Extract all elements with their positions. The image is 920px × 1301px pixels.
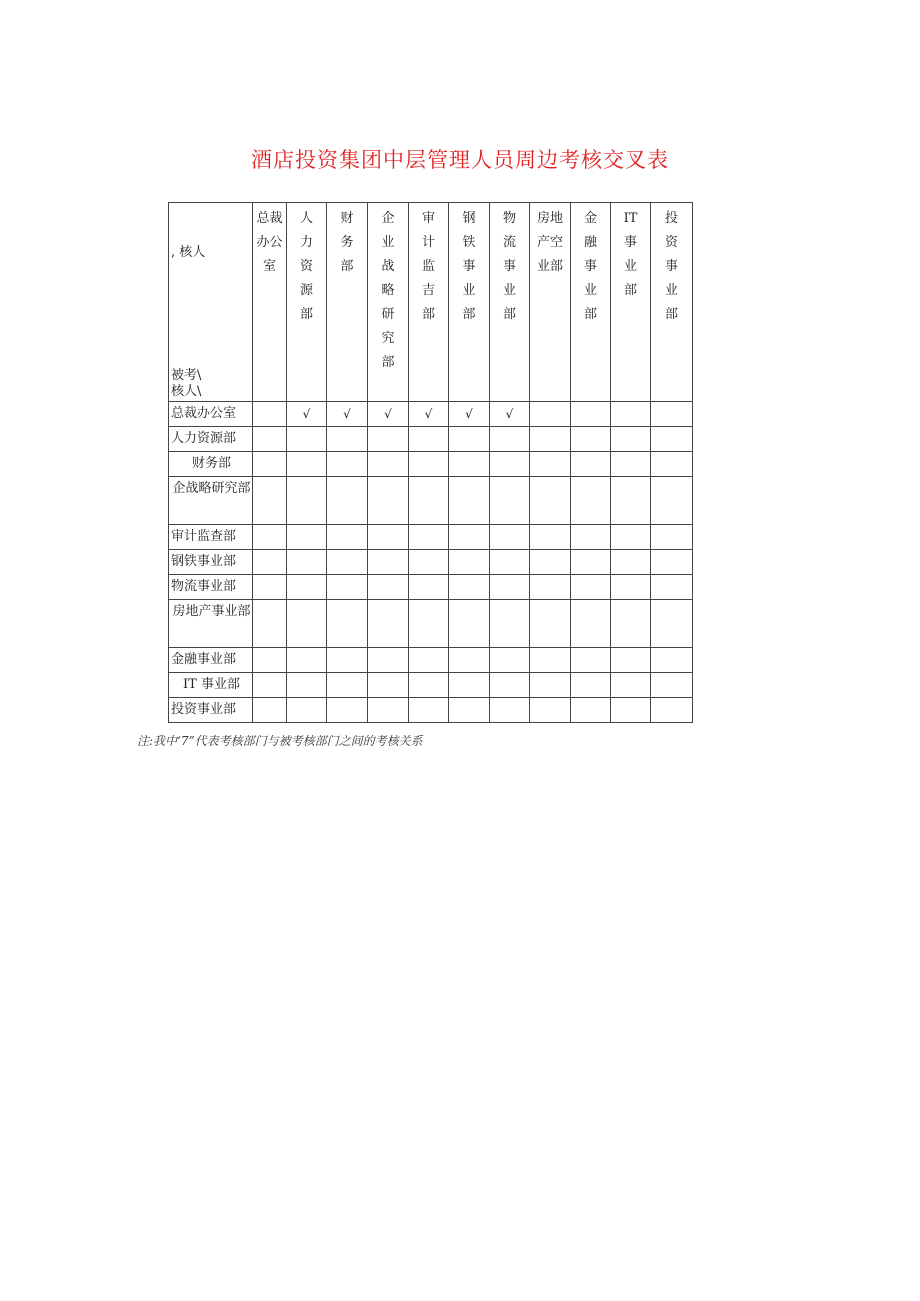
empty-cell xyxy=(287,427,327,452)
check-mark-cell: √ xyxy=(368,402,409,427)
empty-cell xyxy=(368,673,409,698)
empty-cell xyxy=(368,452,409,477)
empty-cell xyxy=(611,402,651,427)
empty-cell xyxy=(327,525,368,550)
empty-cell xyxy=(449,600,490,648)
empty-cell xyxy=(327,600,368,648)
row-header: 金融事业部 xyxy=(169,648,253,673)
empty-cell xyxy=(253,575,287,600)
empty-cell xyxy=(651,550,693,575)
empty-cell xyxy=(327,673,368,698)
empty-cell xyxy=(287,648,327,673)
empty-cell xyxy=(327,477,368,525)
empty-cell xyxy=(490,427,530,452)
empty-cell xyxy=(611,452,651,477)
empty-cell xyxy=(611,575,651,600)
empty-cell xyxy=(571,698,611,723)
page-title: 酒店投资集团中层管理人员周边考核交叉表 xyxy=(251,148,669,172)
empty-cell xyxy=(651,600,693,648)
empty-cell xyxy=(449,477,490,525)
empty-cell xyxy=(530,673,571,698)
empty-cell xyxy=(651,575,693,600)
empty-cell xyxy=(253,477,287,525)
empty-cell xyxy=(571,648,611,673)
cross-evaluation-table xyxy=(168,202,693,723)
empty-cell xyxy=(651,402,693,427)
empty-cell xyxy=(651,648,693,673)
empty-cell xyxy=(651,477,693,525)
empty-cell xyxy=(449,673,490,698)
empty-cell xyxy=(530,427,571,452)
empty-cell xyxy=(571,452,611,477)
column-header: IT事业部 xyxy=(611,203,651,402)
empty-cell xyxy=(253,673,287,698)
check-mark-cell: √ xyxy=(449,402,490,427)
empty-cell xyxy=(490,648,530,673)
empty-cell xyxy=(368,600,409,648)
table-row xyxy=(169,402,693,427)
corner-top-label: , 核人 xyxy=(171,245,206,260)
empty-cell xyxy=(287,550,327,575)
check-mark-cell: √ xyxy=(490,402,530,427)
empty-cell xyxy=(530,698,571,723)
empty-cell xyxy=(449,452,490,477)
empty-cell xyxy=(327,550,368,575)
table-row xyxy=(169,698,693,723)
column-header: 企业战略研究部 xyxy=(368,203,409,402)
empty-cell xyxy=(449,550,490,575)
row-header: 物流事业部 xyxy=(169,575,253,600)
column-header: 人力资源部 xyxy=(287,203,327,402)
empty-cell xyxy=(327,452,368,477)
empty-cell xyxy=(490,575,530,600)
table-row xyxy=(169,427,693,452)
empty-cell xyxy=(287,698,327,723)
table-row xyxy=(169,525,693,550)
table-row xyxy=(169,575,693,600)
row-header: 钢铁事业部 xyxy=(169,550,253,575)
empty-cell xyxy=(611,477,651,525)
empty-cell xyxy=(327,427,368,452)
empty-cell xyxy=(490,452,530,477)
check-mark-cell: √ xyxy=(409,402,449,427)
empty-cell xyxy=(409,673,449,698)
empty-cell xyxy=(530,600,571,648)
empty-cell xyxy=(571,550,611,575)
empty-cell xyxy=(651,673,693,698)
empty-cell xyxy=(368,648,409,673)
empty-cell xyxy=(253,402,287,427)
row-header: 投资事业部 xyxy=(169,698,253,723)
empty-cell xyxy=(611,525,651,550)
column-header: 总裁办公室 xyxy=(253,203,287,402)
empty-cell xyxy=(449,575,490,600)
empty-cell xyxy=(571,600,611,648)
corner-bottom-label-2: 核人\ xyxy=(171,384,202,399)
empty-cell xyxy=(409,575,449,600)
corner-cell xyxy=(169,203,253,402)
column-header: 物流事业部 xyxy=(490,203,530,402)
table-row xyxy=(169,477,693,525)
empty-cell xyxy=(449,648,490,673)
empty-cell xyxy=(253,427,287,452)
empty-cell xyxy=(409,600,449,648)
empty-cell xyxy=(651,452,693,477)
empty-cell xyxy=(287,477,327,525)
empty-cell xyxy=(530,550,571,575)
header-row xyxy=(169,203,693,402)
empty-cell xyxy=(530,477,571,525)
empty-cell xyxy=(253,648,287,673)
row-header: 财务部 xyxy=(169,452,253,477)
empty-cell xyxy=(490,525,530,550)
empty-cell xyxy=(571,427,611,452)
empty-cell xyxy=(327,575,368,600)
empty-cell xyxy=(571,525,611,550)
column-header: 金融事业部 xyxy=(571,203,611,402)
empty-cell xyxy=(368,427,409,452)
empty-cell xyxy=(253,525,287,550)
row-header: IT 事业部 xyxy=(169,673,253,698)
empty-cell xyxy=(611,550,651,575)
empty-cell xyxy=(611,673,651,698)
check-mark-cell: √ xyxy=(287,402,327,427)
empty-cell xyxy=(368,698,409,723)
column-header: 投资事业部 xyxy=(651,203,693,402)
empty-cell xyxy=(409,452,449,477)
empty-cell xyxy=(287,452,327,477)
empty-cell xyxy=(651,427,693,452)
empty-cell xyxy=(327,698,368,723)
empty-cell xyxy=(409,550,449,575)
table-row xyxy=(169,550,693,575)
empty-cell xyxy=(571,477,611,525)
empty-cell xyxy=(409,477,449,525)
empty-cell xyxy=(611,600,651,648)
table-row xyxy=(169,673,693,698)
empty-cell xyxy=(368,550,409,575)
empty-cell xyxy=(530,402,571,427)
empty-cell xyxy=(253,550,287,575)
row-header: 企战略研究部 xyxy=(169,477,253,525)
empty-cell xyxy=(368,477,409,525)
empty-cell xyxy=(287,525,327,550)
empty-cell xyxy=(287,575,327,600)
empty-cell xyxy=(490,600,530,648)
column-header: 财务部 xyxy=(327,203,368,402)
empty-cell xyxy=(611,698,651,723)
empty-cell xyxy=(530,525,571,550)
empty-cell xyxy=(490,550,530,575)
empty-cell xyxy=(611,427,651,452)
empty-cell xyxy=(287,673,327,698)
empty-cell xyxy=(409,525,449,550)
empty-cell xyxy=(571,575,611,600)
empty-cell xyxy=(253,698,287,723)
row-header: 房地产事业部 xyxy=(169,600,253,648)
check-mark-cell: √ xyxy=(327,402,368,427)
empty-cell xyxy=(490,477,530,525)
row-header: 人力资源部 xyxy=(169,427,253,452)
row-header: 总裁办公室 xyxy=(169,402,253,427)
empty-cell xyxy=(253,452,287,477)
empty-cell xyxy=(368,525,409,550)
empty-cell xyxy=(530,575,571,600)
empty-cell xyxy=(449,427,490,452)
column-header: 房地产空业部 xyxy=(530,203,571,402)
empty-cell xyxy=(449,698,490,723)
empty-cell xyxy=(651,698,693,723)
empty-cell xyxy=(327,648,368,673)
table-row xyxy=(169,452,693,477)
table-row xyxy=(169,648,693,673)
empty-cell xyxy=(530,452,571,477)
empty-cell xyxy=(571,402,611,427)
column-header: 审计监吉部 xyxy=(409,203,449,402)
empty-cell xyxy=(409,427,449,452)
table-footnote: 注:我中‘7”代表考核部门与被考核部门之间的考核关系 xyxy=(137,734,423,748)
empty-cell xyxy=(611,648,651,673)
empty-cell xyxy=(368,575,409,600)
empty-cell xyxy=(253,600,287,648)
column-header: 钢铁事业部 xyxy=(449,203,490,402)
row-header: 审计监查部 xyxy=(169,525,253,550)
corner-bottom-label-1: 被考\ xyxy=(171,368,202,383)
empty-cell xyxy=(651,525,693,550)
empty-cell xyxy=(530,648,571,673)
table-row xyxy=(169,600,693,648)
empty-cell xyxy=(449,525,490,550)
empty-cell xyxy=(287,600,327,648)
empty-cell xyxy=(571,673,611,698)
empty-cell xyxy=(409,648,449,673)
empty-cell xyxy=(490,673,530,698)
empty-cell xyxy=(490,698,530,723)
empty-cell xyxy=(409,698,449,723)
